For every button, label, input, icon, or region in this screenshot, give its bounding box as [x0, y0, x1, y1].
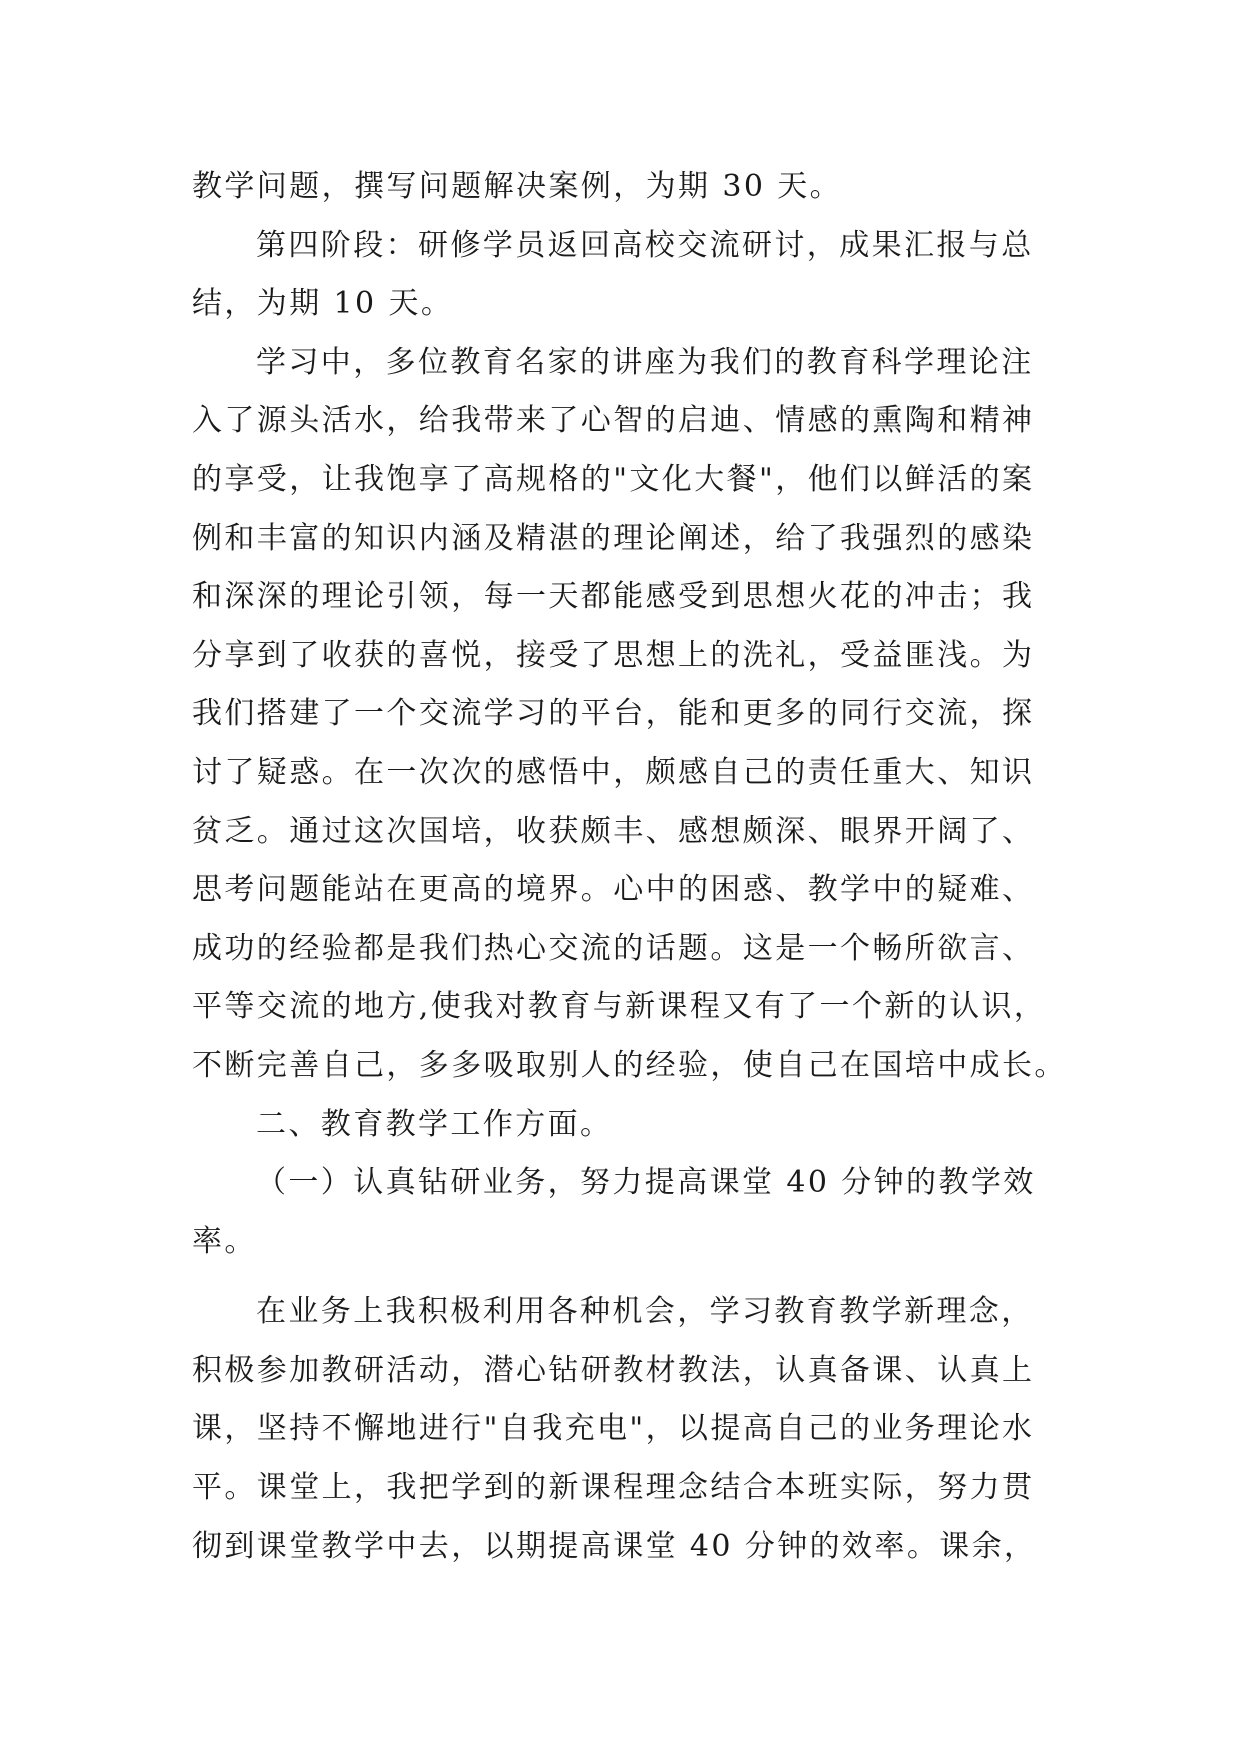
text-line: 结，为期 10 天。	[192, 286, 454, 322]
text-line: 我们搭建了一个交流学习的平台，能和更多的同行交流，探	[192, 696, 1035, 732]
paragraph-first-line: 学习中，多位教育名家的讲座为我们的教育科学理论注	[256, 344, 1034, 380]
paragraph-first-line: 在业务上我积极利用各种机会，学习教育教学新理念，	[256, 1294, 1034, 1330]
text-line: 课，坚持不懈地进行"自我充电"，以提高自己的业务理论水	[192, 1411, 1035, 1447]
text-line: 率。	[192, 1223, 257, 1259]
text-line: 不断完善自己，多多吸取别人的经验，使自己在国培中成长。	[192, 1047, 1067, 1083]
text-line: 的享受，让我饱享了高规格的"文化大餐"，他们以鲜活的案	[192, 461, 1035, 497]
text-line: 和深深的理论引领，每一天都能感受到思想火花的冲击；我	[192, 579, 1035, 615]
text-line: 分享到了收获的喜悦，接受了思想上的洗礼，受益匪浅。为	[192, 637, 1035, 673]
paragraph-first-line: 第四阶段：研修学员返回高校交流研讨，成果汇报与总	[256, 227, 1034, 263]
section-heading: 二、教育教学工作方面。	[256, 1106, 613, 1142]
text-line: 成功的经验都是我们热心交流的话题。这是一个畅所欲言、	[192, 930, 1035, 966]
text-line: 入了源头活水，给我带来了心智的启迪、情感的熏陶和精神	[192, 403, 1035, 439]
document-body	[192, 158, 1067, 1576]
text-line: 讨了疑惑。在一次次的感悟中，颇感自己的责任重大、知识	[192, 754, 1035, 790]
text-line: 思考问题能站在更高的境界。心中的困惑、教学中的疑难、	[192, 872, 1035, 908]
text-line: 彻到课堂教学中去，以期提高课堂 40 分钟的效率。课余，	[192, 1528, 1037, 1564]
subsection-heading: （一）认真钻研业务，努力提高课堂 40 分钟的教学效	[256, 1165, 1036, 1201]
text-line: 教学问题，撰写问题解决案例，为期 30 天。	[192, 169, 843, 204]
text-line: 例和丰富的知识内涵及精湛的理论阐述，给了我强烈的感染	[192, 520, 1035, 556]
text-line: 平。课堂上，我把学到的新课程理念结合本班实际，努力贯	[192, 1470, 1035, 1506]
paragraph-spacing	[192, 1271, 1062, 1283]
text-line: 平等交流的地方,使我对教育与新课程又有了一个新的认识，	[192, 989, 1047, 1025]
text-line: 积极参加教研活动，潜心钻研教材教法，认真备课、认真上	[192, 1352, 1035, 1388]
text-line: 贫乏。通过这次国培，收获颇丰、感想颇深、眼界开阔了、	[192, 813, 1035, 849]
